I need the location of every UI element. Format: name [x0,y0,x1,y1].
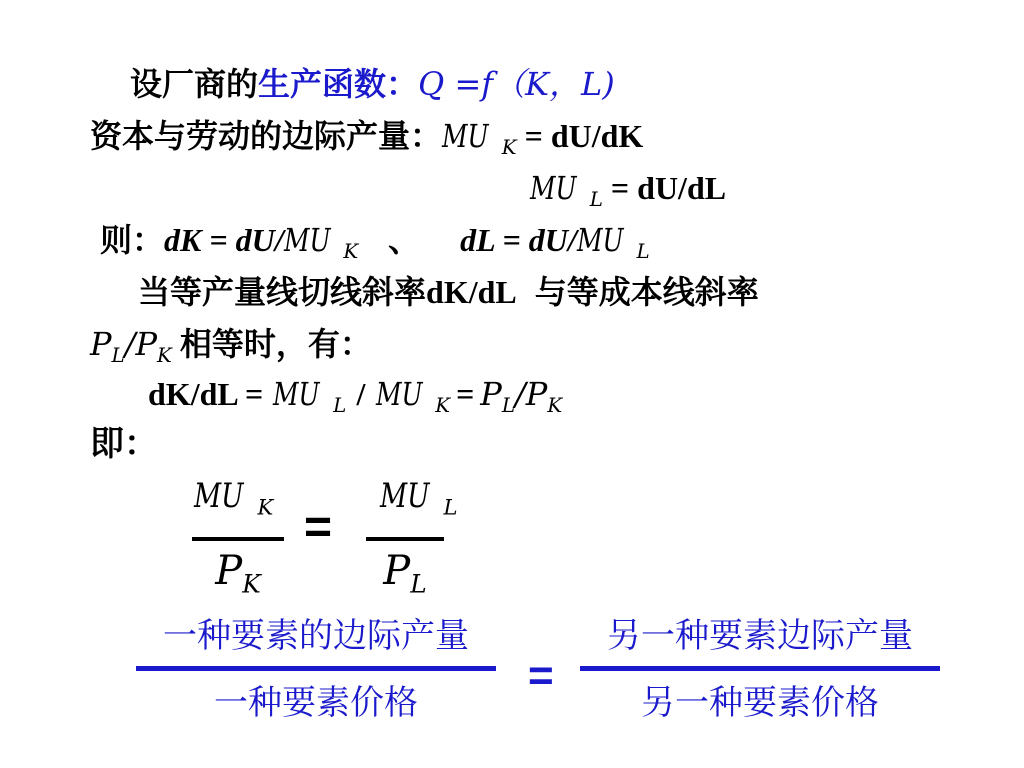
production-function-term: 生产函数 [258,65,387,103]
line1-colon: ： [386,65,419,103]
left-word-denominator: 一种要素价格 [214,683,418,723]
slope-lhs: dK/dL = [148,376,264,412]
word-fraction-bar [136,666,496,671]
price-ratio-line [90,324,372,376]
price-subscript: K [157,343,172,367]
price-subscript: K [547,393,563,417]
mu-symbol: MU [530,169,577,207]
line1-prefix: 设厂商的 [130,65,259,103]
price-symbol: P [215,548,243,595]
mu-symbol: MU [194,476,244,516]
mu-symbol: MU [380,476,430,516]
mu-symbol: MU [442,117,489,155]
mu-symbol: MU [283,221,331,259]
right-word-numerator: 另一种要素边际产量 [607,616,913,656]
fraction-bar [366,537,444,541]
price-subscript: L [501,393,515,417]
mu-symbol: MU [273,375,320,413]
price-symbol: P [383,548,411,595]
mu-subscript: L [589,187,603,211]
equals-sign: = [456,376,475,412]
equality-text: 相等时，有： [179,325,372,363]
price-subscript: L [111,343,125,367]
slash: / [515,375,526,413]
mu-subscript: L [333,393,347,417]
production-function-line [130,64,615,104]
conclusion-label-line [90,424,158,464]
left-word-numerator: 一种要素的边际产量 [163,616,469,656]
slash: / [356,376,366,412]
price-symbol: P [525,375,548,413]
mu-symbol: MU [375,375,423,413]
fraction-bar [192,537,284,541]
price-subscript: K [242,570,261,600]
price-subscript: L [410,570,427,600]
mu-k-over-pk-fraction [192,474,284,609]
mu-subscript: K [343,239,359,263]
production-function-formula: Q =f（K，L) [418,65,615,103]
mu-subscript: L [443,494,458,520]
price-symbol: P [90,325,112,363]
price-symbol: P [480,375,502,413]
separator-mark: 、 [388,221,421,259]
marginal-product-capital-line [90,116,643,168]
fraction-equals-sign: = [304,501,333,554]
derivation-label: 则： [100,221,165,259]
conclusion-label: 即： [90,424,158,464]
marginal-product-label: 资本与劳动的边际产量： [90,117,443,155]
price-symbol: P [135,325,158,363]
derivation-line [100,220,650,272]
slope-text-1: 当等产量线切线斜率 [138,273,427,311]
slope-condition-line [138,272,759,312]
slash: / [124,325,136,363]
mu-subscript: L [636,239,650,263]
right-word-fraction [580,614,940,725]
mu-l-over-pl-fraction [366,474,458,609]
equilibrium-equation-line [148,374,562,426]
left-word-fraction [136,614,496,725]
dk-expression: dK = dU/ [164,222,284,258]
word-fraction-bar [580,666,940,671]
dl-expression: dL = dU/ [460,222,577,258]
mu-symbol: MU [576,221,624,259]
right-word-denominator: 另一种要素价格 [641,683,879,723]
slope-formula: dK/dL [426,274,517,310]
slope-text-2: 与等成本线斜率 [534,273,759,311]
mu-l-definition: = dU/dL [602,170,727,206]
mu-subscript: K [257,494,274,520]
mu-subscript: K [435,393,451,417]
word-equals-sign: = [528,651,554,700]
marginal-product-labor-line [530,168,726,220]
mu-subscript: K [501,135,517,159]
mu-k-definition: = dU/dK [516,118,644,154]
